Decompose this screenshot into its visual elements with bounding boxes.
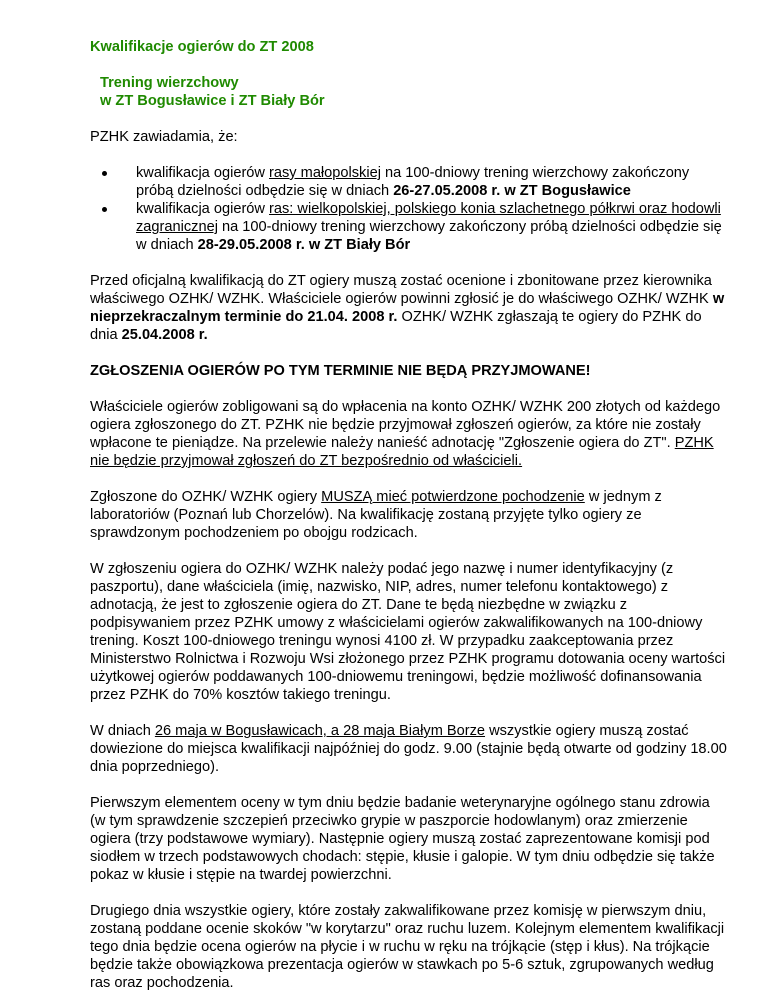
item-underlined: ras: wielkopolskiej, polskiego konia szlachetnego półkrwi oraz hodowli zagranicznej xyxy=(136,201,721,235)
paragraph-pedigree xyxy=(90,488,728,542)
intro-text: PZHK zawiadamia, że: xyxy=(90,129,238,145)
document-title: Kwalifikacje ogierów do ZT 2008 xyxy=(90,39,314,55)
paragraph-second-day: Drugiego dnia wszystkie ogiery, które zostały zakwalifikowane przez komisję w pierwszym dniu, zostaną poddane ocenie skoków "w korytarzu" oraz ruchu luzem. Kolejnym elementem kwalifikacji tego dnia będzie ocena ogierów na płycie i w ruchu w ręku na trójkącie (stęp i kłus). Na trójkącie będzie także obowiązkowa prezentacja ogierów w stawkach po 5-6 sztuk, zgrupowanych według ras oraz pochodzenia. xyxy=(90,903,725,991)
list-item xyxy=(136,200,728,254)
pedigree-underlined: MUSZĄ mieć potwierdzone pochodzenie xyxy=(321,489,585,505)
paragraph-registration: W zgłoszeniu ogiera do OZHK/ WZHK należy podać jego nazwę i numer identyfikacyjny (z paszportu), dane właściciela (imię, nazwisko, NIP, adres, numer telefonu kontaktowego) z adnotacją, że jest to zgłoszenie ogiera do ZT. Dane te będą niezbędne w związku z podpisywaniem przez PZHK umowy z właścicielami ogierów zakwalifikowanych na 100-dniowy trening. Koszt 100-dniowego treningu wynosi 4100 zł. W przypadku zaakceptowania przez Ministerstwo Rolnictwa i Rozwoju Wsi złożonego przez PZHK programu dotowania oceny wartości użytkowej ogierów poddawanych 100-dniowemu treningowi, będzie możliwość dofinansowania przez PZHK do 70% kosztów takiego treningu. xyxy=(90,561,726,703)
announcement-list xyxy=(90,164,728,254)
list-item xyxy=(136,164,728,200)
arrival-dates-underlined: 26 maja w Bogusławicach, a 28 maja Białym Borze xyxy=(154,723,486,739)
paragraph-text: W dniach xyxy=(90,723,155,739)
paragraph-text: Zgłoszone do OZHK/ WZHK ogiery xyxy=(90,489,322,505)
item-underlined: rasy małopolskiej xyxy=(269,165,381,181)
paragraph-warning xyxy=(90,362,728,380)
paragraph-payment xyxy=(90,398,728,470)
subtitle-line-2: w ZT Bogusławice i ZT Biały Bór xyxy=(100,93,325,109)
item-date-location: 26-27.05.2008 r. w ZT Bogusławice xyxy=(393,183,631,199)
paragraph-text: wszystkie ogiery muszą zostać dowiezione do miejsca kwalifikacji najpóźniej do godz. 9.00 (stajnie będą otwarte od godziny 18.00 dnia poprzedniego). xyxy=(90,723,727,775)
paragraph-text: Przed oficjalną kwalifikacją do ZT ogiery muszą zostać ocenione i zbonitowane przez kierownika właściwego OZHK/ WZHK. Właściciele ogierów powinni zgłosić je do właściwego OZHK/ WZHK xyxy=(90,273,713,307)
paragraph-text: OZHK/ WZHK zgłaszają te ogiery do PZHK do dnia xyxy=(90,309,702,343)
item-text: na 100-dniowy trening wierzchowy zakończony próbą dzielności odbędzie się w dniach xyxy=(136,165,690,199)
item-text: kwalifikacja ogierów xyxy=(136,201,270,217)
item-text: kwalifikacja ogierów xyxy=(136,165,270,181)
payment-note-underlined: PZHK nie będzie przyjmował zgłoszeń do ZT bezpośrednio od właścicieli. xyxy=(90,435,714,469)
item-text: na 100-dniowy trening wierzchowy zakończony próbą dzielności odbędzie się w dniach xyxy=(136,219,722,253)
paragraph-arrival xyxy=(90,722,728,776)
paragraph-text: Właściciele ogierów zobligowani są do wpłacenia na konto OZHK/ WZHK 200 złotych od każdego ogiera zgłoszonego do ZT. PZHK nie będzie przyjmował zgłoszeń ogierów, za które nie zostały wpłacone te pieniądze. Na przelewie należy nanieść adnotację "Zgłoszenie ogiera do ZT". xyxy=(90,399,721,451)
paragraph-first-day: Pierwszym elementem oceny w tym dniu będzie badanie weterynaryjne ogólnego stanu zdrowia (w tym sprawdzenie szczepień przeciwko grypie w paszporcie hodowlanym) oraz zmierzenie ogiera (trzy podstawowe wymiary). Następnie ogiery muszą zostać zaprezentowane komisji pod siodłem w trzech podstawowych chodach: stępie, kłusie i galopie. W tym dniu odbędzie się także pokaz w kłusie i stępie na twardej powierzchni. xyxy=(90,795,715,883)
warning-text: ZGŁOSZENIA OGIERÓW PO TYM TERMINIE NIE BĘDĄ PRZYJMOWANE! xyxy=(90,363,591,379)
paragraph-text: w jednym z laboratoriów (Poznań lub Chorzelów). Na kwalifikację zostaną przyjęte tylko ogiery ze sprawdzonym pochodzeniem po obojgu rodzicach. xyxy=(90,489,662,541)
subtitle-line-1: Trening wierzchowy xyxy=(100,75,239,91)
document-subtitle xyxy=(100,74,728,110)
deadline-date-bold: 25.04.2008 r. xyxy=(121,327,208,343)
item-date-location: 28-29.05.2008 r. w ZT Biały Bór xyxy=(197,237,411,253)
deadline-bold: w nieprzekraczalnym terminie do 21.04. 2008 r. xyxy=(90,291,725,325)
paragraph-deadline xyxy=(90,272,728,344)
